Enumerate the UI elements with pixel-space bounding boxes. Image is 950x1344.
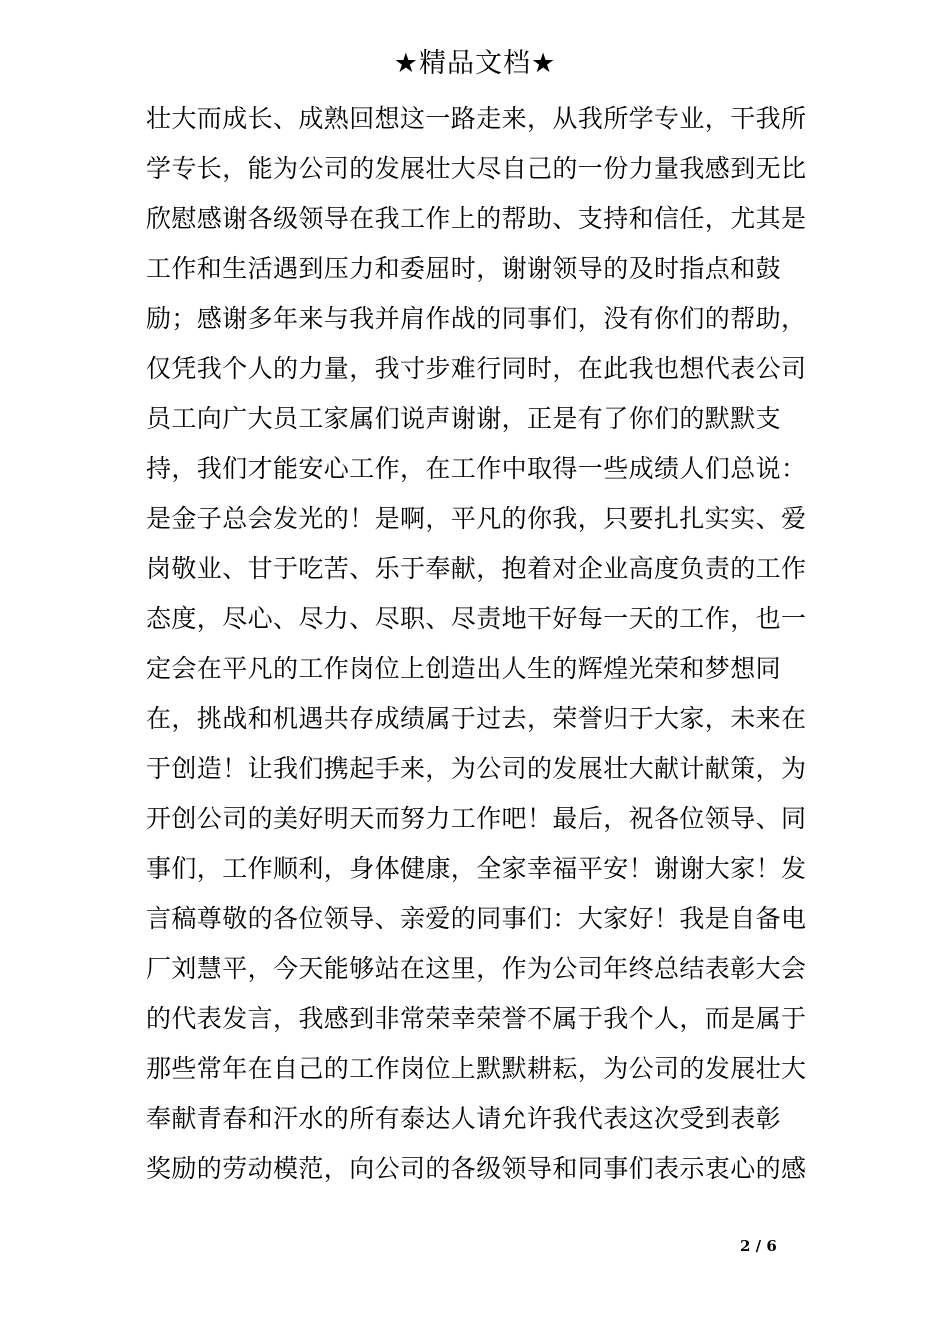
text-line: 励；感谢多年来与我并肩作战的同事们，没有你们的帮助，: [146, 304, 807, 333]
text-line: 事们，工作顺利，身体健康，全家幸福平安！谢谢大家！发: [146, 854, 807, 883]
text-line: 壮大而成长、成熟回想这一路走来，从我所学专业，干我所: [146, 104, 807, 133]
text-line: 持，我们才能安心工作，在工作中取得一些成绩人们总说：: [146, 454, 807, 483]
text-line: 厂刘慧平，今天能够站在这里，作为公司年终总结表彰大会: [146, 954, 807, 983]
text-line: 开创公司的美好明天而努力工作吧！最后，祝各位领导、同: [146, 804, 807, 833]
text-line: 奉献青春和汗水的所有泰达人请允许我代表这次受到表彰: [146, 1104, 782, 1133]
text-line: 定会在平凡的工作岗位上创造出人生的辉煌光荣和梦想同: [146, 654, 782, 683]
text-line: 员工向广大员工家属们说声谢谢，正是有了你们的默默支: [146, 404, 782, 433]
text-line: 学专长，能为公司的发展壮大尽自己的一份力量我感到无比: [146, 154, 807, 183]
text-line: 是金子总会发光的！是啊，平凡的你我，只要扎扎实实、爱: [146, 504, 807, 533]
text-line: 于创造！让我们携起手来，为公司的发展壮大献计献策，为: [146, 754, 807, 783]
text-line: 欣慰感谢各级领导在我工作上的帮助、支持和信任，尤其是: [146, 204, 807, 233]
page-header-title: ★精品文档★: [393, 48, 557, 79]
text-line: 岗敬业、甘于吃苦、乐于奉献，抱着对企业高度负责的工作: [146, 554, 807, 583]
text-line: 的代表发言，我感到非常荣幸荣誉不属于我个人，而是属于: [146, 1004, 807, 1033]
text-line: 那些常年在自己的工作岗位上默默耕耘，为公司的发展壮大: [146, 1054, 807, 1083]
text-line: 奖励的劳动模范，向公司的各级领导和同事们表示衷心的感: [146, 1154, 807, 1183]
text-line: 工作和生活遇到压力和委屈时，谢谢领导的及时指点和鼓: [146, 254, 782, 283]
text-line: 在，挑战和机遇共存成绩属于过去，荣誉归于大家，未来在: [146, 704, 807, 733]
text-line: 言稿尊敬的各位领导、亲爱的同事们：大家好！我是自备电: [146, 904, 807, 933]
page-number: 2 / 6: [740, 1237, 777, 1255]
text-line: 态度，尽心、尽力、尽职、尽责地干好每一天的工作，也一: [146, 604, 807, 633]
text-line: 仅凭我个人的力量，我寸步难行同时，在此我也想代表公司: [146, 354, 807, 383]
document-body: [146, 94, 806, 1194]
